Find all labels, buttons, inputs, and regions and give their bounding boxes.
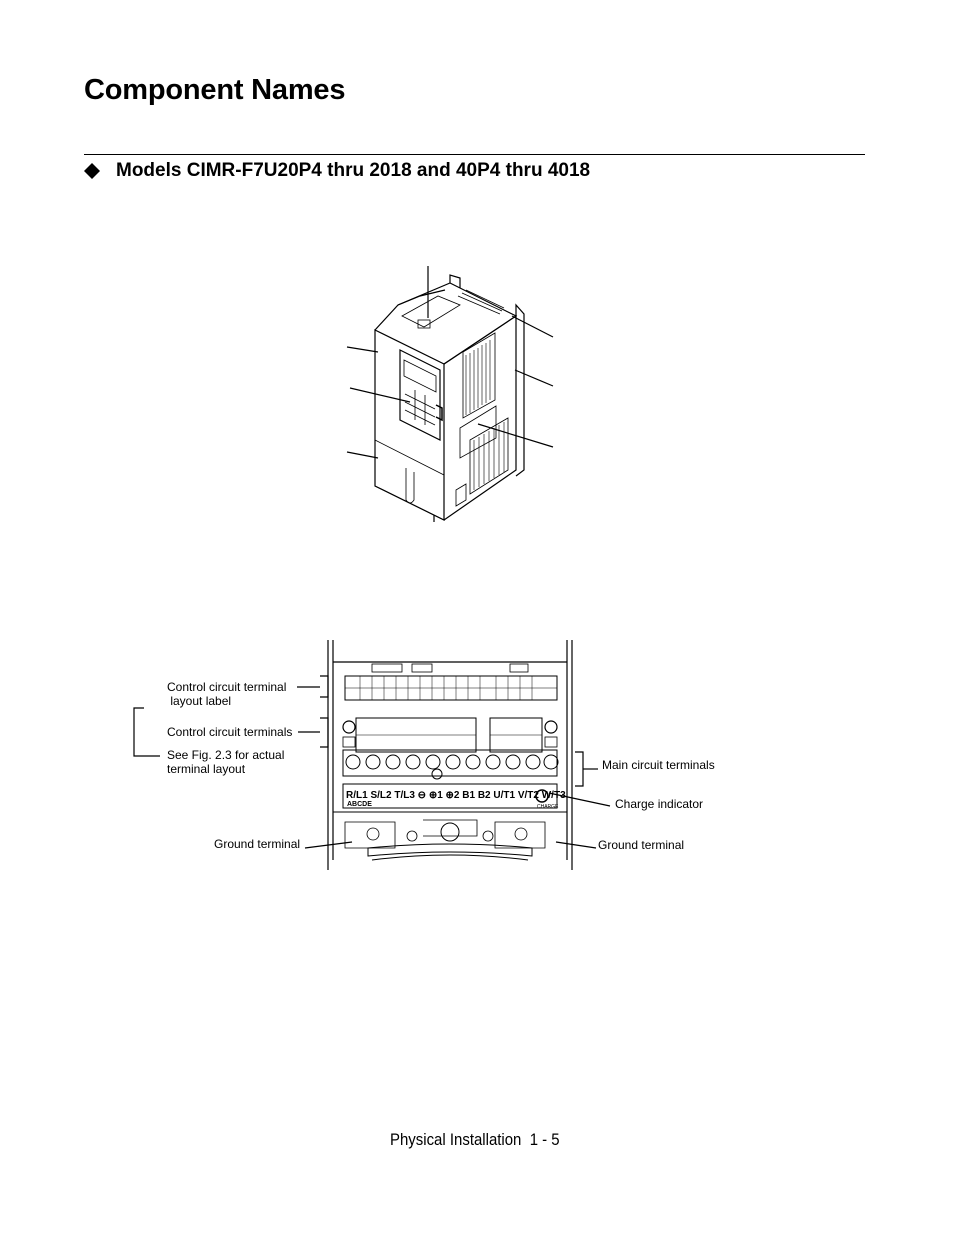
main-circuit-terminals-callout: Main circuit terminals — [602, 758, 715, 772]
charge-marking: CHARGE — [537, 804, 559, 810]
callout-line: layout label — [167, 694, 232, 708]
callout-line: terminal layout — [167, 762, 246, 776]
control-layout-label-callout — [167, 680, 286, 708]
section-divider — [84, 154, 865, 155]
page-footer: Physical Installation 1 - 5 — [390, 1130, 560, 1149]
section-heading — [84, 158, 590, 184]
main-terminal-markings: R/L1 S/L2 T/L3 ⊖ ⊕1 ⊕2 B1 B2 U/T1 V/T2 W/T3 — [346, 790, 566, 801]
diamond-bullet-icon — [84, 163, 100, 179]
page-title: Component Names — [84, 74, 346, 106]
section-title: Models CIMR-F7U20P4 thru 2018 and 40P4 thru 4018 — [116, 160, 591, 181]
callout-line: Control circuit terminal — [167, 680, 287, 694]
see-fig-callout — [167, 748, 284, 776]
control-circuit-terminals-callout: Control circuit terminals — [167, 725, 293, 739]
abcde-marking: ABCDE — [347, 801, 372, 808]
ground-terminal-left-callout: Ground terminal — [214, 837, 301, 851]
callout-line: See Fig. 2.3 for actual — [167, 748, 285, 762]
charge-indicator-callout: Charge indicator — [615, 797, 704, 811]
ground-terminal-right-callout: Ground terminal — [598, 838, 685, 852]
